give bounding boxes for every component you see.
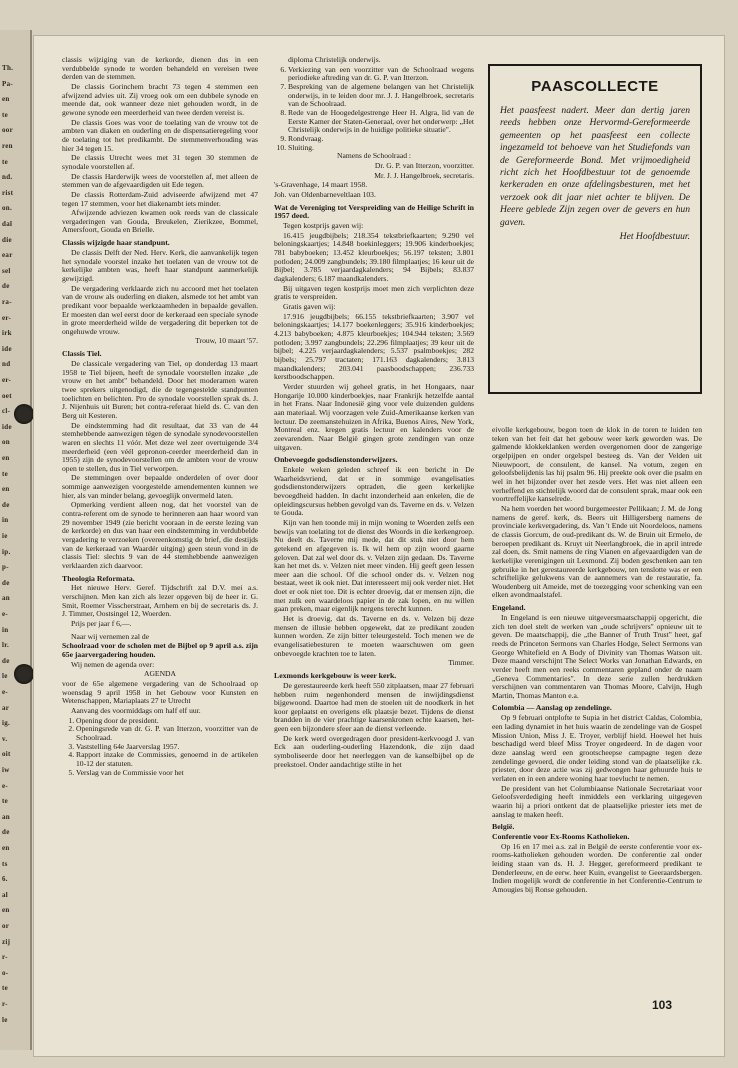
previous-page-fragment: p-	[2, 563, 9, 572]
text-paragraph: Op 16 en 17 mei a.s. zal in België de eerste conferentie voor ex-rooms-katholieken gehouden worden. De conferentie zal onder leiding staan van ds. H. J. Hegger, gereformeerd predikant te Denderleeuw, en de eerw. heer Kuin, evangelist te Geeraardsbergen. Indien mogelijk wordt de conferentie in het Conferentie-Centrum te Amougies bij Ronse gehouden.	[492, 841, 702, 895]
previous-page-fragment: Pa-	[2, 79, 14, 88]
agenda-item: 9. Rondvraag.	[288, 135, 474, 144]
text-paragraph: Enkele weken geleden schreef ik een bericht in De Waarheidsvriend, dat er in sommige evangelisaties godsdienstonderwijzers optraden, die geen kerkelijke bevoegdheid hadden. In dacht inzonderheid aan enkelen, die de opleidingscursus hebben gevolgd van ds. Taverne en ds. v. Velzen te Gouda.	[274, 464, 474, 518]
text-paragraph: De kerk werd overgedragen door president-kerkvoogd J. van Eck aan ouderling-ouderling Hazendonk, die zijn daad symboliseerde door het neerleggen van de kanselbijbel op de preekstoel. Onder aandachtige stilte in het	[274, 733, 474, 769]
previous-page-fragment: te	[2, 797, 9, 806]
dateline: Trouw, 10 maart '57.	[195, 336, 258, 346]
previous-page-edge	[0, 30, 32, 1050]
box-title: PAASCOLLECTE	[531, 78, 659, 95]
previous-page-fragment: er-	[2, 313, 12, 322]
agenda-list-continued	[274, 66, 474, 153]
box-text: Het paasfeest nadert. Meer dan dertig jaren reeds hebben onze Hervormd-Gereformeerde gemeenten op het paasfeest een collecte ingezameld tot behoeve van het Studiefonds van de Gereformeerde Bond. Met vrijmoedigheid richt zich het Hoofdbestuur tot de genoemde kerkeraden en onze afdelingsbesturen, met het verzoek ook dit jaar niet achter te blijven. De Heere geblede Zijn zegen over de gevers en hun gaven.	[500, 105, 690, 228]
text-paragraph: De classis Utrecht wees met 31 tegen 30 stemmen de synodale voorstellen af.	[62, 153, 258, 171]
section-heading: Onbevoegde godsdienstonderwijzers.	[274, 455, 398, 465]
binder-hole-top	[14, 404, 34, 424]
previous-page-fragment: zij	[2, 937, 11, 946]
text-paragraph: De classis Rotterdam-Zuid adviseerde afwijzend met 47 tegen 17 stemmen, voor het diakenambt iets minder.	[62, 189, 258, 208]
text-paragraph: Verder stuurden wij geheel gratis, in het Hongaars, naar Hongarije 10.000 kinderboekjes, naar Frankrijk hetzelfde aantal in het Frans. Naar Indonesië ging voor vele duizenden guldens aan materiaal. Wij voorzagen vele Zuid-Amerikaanse kerken van lectuur. De zeemanstehuizen in Afrika, Buenos Aires, New York, Montreal enz. kregen gratis lectuur en kalenders voor de zeevarenden. Naar België gingen grote zendingen van onze uitgaven.	[274, 381, 474, 452]
previous-page-fragment: en	[2, 844, 10, 852]
section-heading: Conferentie voor Ex-Rooms Katholieken.	[492, 831, 630, 841]
previous-page-fragment: de	[2, 282, 10, 291]
text-paragraph: Tegen kostprijs gaven wij:	[283, 221, 364, 231]
previous-page-fragment: de	[2, 578, 10, 587]
previous-page-fragment: die	[2, 235, 12, 244]
previous-page-fragment: an	[2, 812, 10, 821]
previous-page-fragment: ie	[2, 532, 8, 540]
text-paragraph: In Engeland is een nieuwe uitgeversmaatschappij opgericht, die zich ten doel stelt de werken van „oude schrijvers" opnieuw uit te geven. De maatschappij, die „the Banner of Truth Trust" heet, gaf reeds de Princeton Sermons van Charles Hodge, Select Sermons van George Whitefield en A Body of Divinity van Thomas Watson uit. Deze maand verschijnt The Select Works van Jonathan Edwards, en verder heeft men een reeks commentaren gepland onder de naam „Geneva Commentaries". In deze serie zullen herdrukken verschijnen van commentaren van Thomas Moore, Calvijn, Hugh Martin, Thomas Manton e.a.	[492, 612, 702, 700]
text-paragraph: Op 9 februari ontplofte te Supia in het district Caldas, Colombia, een lading dynamiet in het huis waarin de zendelinge van de Gospel Mission Union, Miss J. E. Troyer, verblijf hield. Hoewel het huis beschadigd werd bleef Miss Troyer ongedeerd. In de dagen voor deze aanslag werd een grootscheepse campagne tegen deze zendelinge gevoerd, die onder leiding stond van de plaatselijke r.k. priester, door deze actie was zij gedwongen haar gehuurde huis te verlaten en in een andere woning haar toevlucht te nemen.	[492, 713, 702, 783]
text-paragraph: De classicale vergadering van Tiel, op donderdag 13 maart 1958 te Tiel bijeen, heeft de synodale voorstellen inzake „de vrouw en het ambt" behandeld. Door het moderamen waren twee sprekers uitgenodigd, die de tegengestelde standpunten toelichten en belichten. Pro de synodale voorstellen sprak ds. J. J. Nijenhuis uit Buren; het contra-referaat hield ds. C. van den Berg uit Kesteren.	[62, 358, 258, 420]
previous-page-fragment: irk	[2, 329, 12, 338]
text-paragraph: De classis Gorinchem bracht 73 tegen 4 stemmen een afwijzend advies uit. Zij vroeg ook om een dubbele synode en meende dat, ook wanneer deze niet gehouden wordt, in de gewone synode een meerderheid van twee derden vereist is.	[62, 81, 258, 117]
previous-page-fragment: ren	[2, 142, 13, 150]
text-paragraph: De classis Delft der Ned. Herv. Kerk, die aanvankelijk tegen het synodale voorstel inzake het toelaten van de vrouw tot de kerkelijke ambten was, heeft haar standpunt aanmerkelijk gewijzigd.	[62, 247, 258, 283]
agenda-title: AGENDA	[143, 669, 177, 679]
text-paragraph: Bij uitgaven tegen kostprijs moet men zich verplichten deze gratis te verspreiden.	[274, 283, 474, 302]
text-paragraph: eivolle kerkgebouw, begon toen de klok in de toren te luiden ten teken van het feit dat het gebouw weer kerk geworden was. De galmende klokkeklanken werden overgenomen door de zangerige orgelpijpen en onder orgelspel besteeg ds. Van der Velden uit Nieuwpoort, de consulent, de kansel. Na votum, zegen en geloofsbelijdenis las hij psalm 96. Hij preekte ook over die psalm en wel in het bijzonder over het zesde vers. Het was niet alleen een verheffend en stichtelijk woord dat de consulent sprak, maar ook een voortreffelijke kanselrede.	[492, 425, 702, 504]
previous-page-fragment: er-	[2, 376, 12, 384]
box-signature: Het Hoofdbestuur.	[619, 231, 690, 243]
previous-page-fragment: e-	[2, 610, 9, 618]
text-paragraph: 16.415 jeugdbijbels; 218.354 tekstbriefkaarten; 9.290 vel beloningskaartjes; 14.848 boekinleggers; 19.906 kinderboekjes; 781 babyboeken; 13.452 kleurboekjes; 56.197 teksten; 3.801 potloden; 24.009 zangbundels; 39.180 filmplaatjes; 16 keur uit de Bijbel; 3.785 verjaardagkalenders; 94 Bijbels; 83.837 dagkalenders; 6.187 maandkalenders.	[274, 230, 474, 284]
signature-line: Joh. van Oldenbarneveltlaan 103.	[274, 189, 376, 199]
previous-page-fragment: in	[2, 516, 9, 525]
text-paragraph: De vergadering verklaarde zich nu accoord met het toelaten van de vrouw als ouderling en diaken, alsmede tot het ambt van predikant voor bepaalde werkzaamheden in bepaalde gevallen. Er moesten dan wel eerst door de kerkeraad een speciale synode in grote meerderheid wilde de vergadering dit beperken tot de ongehuwde vrouw.	[62, 283, 258, 336]
previous-page-fragment: in	[2, 625, 9, 634]
previous-page-fragment: o-	[2, 968, 9, 977]
agenda-list	[62, 717, 258, 778]
previous-page-fragment: ts	[2, 859, 8, 868]
previous-page-fragment: oet	[2, 391, 12, 400]
previous-page-fragment: te	[2, 157, 9, 166]
previous-page-fragment: e-	[2, 688, 9, 696]
previous-page-fragment: ide	[2, 344, 12, 353]
previous-page-fragment: ra-	[2, 298, 12, 306]
signature-line: Namens de Schoolraad :	[336, 151, 412, 161]
previous-page-fragment: an	[2, 594, 10, 603]
text-paragraph: 17.916 jeugdbijbels; 66.155 tekstbriefkaarten; 3.907 vel beloningskaartjes; 14.177 boekenleggers; 35.916 kinderboekjes; 4.213 babyboeken; 4.875 kleurboekjes; 104.944 teksten; 3.569 potloden; 3.997 zangbundels; 22.296 filmplaatjes; 39 keur uit de bijbel; 4.225 verjaardagkalenders; 5.537 psalmboekjes; 282 bijbels; 25.797 tractaten; 171.163 dagkalenders; 3.813 maandkalenders; 203.041 paasboodschappen; 236.733 kerstboodschappen.	[274, 311, 474, 382]
text-paragraph: voor de 65e algemene vergadering van de Schoolraad op woensdag 9 april 1958 in het Gebouw voor Kunsten en Wetenschappen, Mariaplaats 27 te Utrecht	[62, 679, 258, 706]
previous-page-fragment: ar	[2, 703, 10, 712]
previous-page-fragment: r-	[2, 1000, 8, 1008]
previous-page-fragment: le	[2, 1015, 8, 1024]
text-paragraph: Gratis gaven wij:	[283, 302, 336, 311]
section-heading: Theologia Reformata.	[62, 573, 135, 583]
section-heading: Engeland.	[492, 603, 526, 613]
page-number: 103	[652, 998, 673, 1012]
previous-page-fragment: or	[2, 922, 10, 930]
text-paragraph: De gerestaureerde kerk heeft 550 zitplaatsen, maar 27 februari hebben ruim negenhonderd mensen de inwijdingsdienst bijgewoond. Daartoe had men de stoelen uit de noodkerk in het koor geplaatst en overigens elk plaatsje bezet. Tijdens de dienst brandden in de vier prachtige kaarsenkronen echte kaarsen, hetgeen een bijzondere sfeer aan de dienst verleende.	[274, 680, 474, 734]
text-paragraph: Naar wij vernemen zal de	[71, 631, 150, 641]
previous-page-fragment: dal	[2, 220, 13, 228]
previous-page-fragment: v.	[2, 734, 8, 743]
text-paragraph: De stemmingen over bepaalde onderdelen of over door sommige aanwezigen voorgestelde amendementen kunnen we hier, als van minder belang, gevoeglijk onvermeld laten.	[62, 473, 258, 500]
previous-page-fragment: lr.	[2, 641, 10, 650]
previous-page-fragment: nd.	[2, 173, 13, 182]
signature-line: 's-Gravenhage, 14 maart 1958.	[274, 180, 368, 190]
previous-page-fragment: le	[2, 672, 8, 681]
previous-page-fragment: iw	[2, 766, 10, 774]
section-heading: Classis wijzigde haar standpunt.	[62, 238, 170, 248]
previous-page-fragment: ear	[2, 251, 13, 260]
previous-page-fragment: al	[2, 890, 9, 899]
previous-page-fragment: ig.	[2, 719, 11, 728]
previous-page-fragment: oor	[2, 126, 14, 135]
text-paragraph: diploma Christelijk onderwijs.	[288, 55, 381, 64]
previous-page-fragment: sel	[2, 266, 11, 275]
text-paragraph: De classis Harderwijk wees de voorstellen af, met alleen de stemmen van de afgevaardigden uit Ede tegen.	[62, 171, 258, 190]
previous-page-fragment: oit	[2, 750, 11, 759]
previous-page-fragment: te	[2, 110, 9, 119]
section-heading: Lexmonds kerkgebouw is weer kerk.	[274, 671, 397, 681]
text-paragraph: De president van het Columbiaanse Nationale Secretariaat voor Geloofsverdediging heeft inmiddels een verklaring uitgegeven waarin hij a priori ontkent dat de plaatselijke priester iets met de aanslag te maken heeft.	[492, 783, 702, 819]
text-paragraph: De eindstemming had dit resultaat, dat 33 van de 44 stemhebbende aanwezigen tégen de synodale synodevoorstellen waren en slechts 11 vóór. Met deze wel zeer overtuigende 3/4 meerderheid (een véél gepronon-ceerder meerderheid dan in 1955) zijn de synodevoorstellen om de ambten voor de vrouw open te stellen, dus in Tiel verworpen.	[62, 420, 258, 473]
signature-line: Dr. G. P. van Itterzon, voorzitter.	[374, 160, 474, 170]
previous-page-fragment: en	[2, 906, 10, 915]
previous-page-fragment: en	[2, 95, 10, 104]
text-paragraph: Na hem voerden het woord burgemeester Pellikaan; J. M. de Jong namens de geref. kerk, ds. Beers uit Hilligersberg namens de provinciale kerkvergadering, ds. Van 't Ende uit Noordeloos, namens de classis Gorcum, de oud-predikant ds. W. de Bruin uit Ermelo, de beroepen predikant ds. Kruyt uit Neerlangbroek, die in april intrede zal doen, ds. Smit namens de ring Vianen en afgevaardigden van de kerkelijke verenigingen uit Lexmond. Zij boden geschenken aan ten gebruike in het gerestaureerde kerkgebouw, ten tenslotte was er een schriftelijke gelukwens van de aannemers van de restauratie, fa. Woudenberg uit Ameide, met de toezegging voor schenking van een elken avondmaalstafel.	[492, 503, 702, 600]
text-paragraph: Wij nemen de agenda over:	[71, 659, 155, 669]
binder-hole-bottom	[14, 664, 34, 684]
previous-page-fragment: r-	[2, 953, 8, 962]
previous-page-fragment: e-	[2, 781, 9, 790]
section-heading: Wat de Vereniging tot Verspreiding van de Heilige Schrift in 1957 deed.	[274, 202, 474, 221]
previous-page-fragment: Th.	[2, 64, 14, 72]
previous-page-fragment: on	[2, 438, 10, 447]
previous-page-fragment: ide	[2, 422, 12, 431]
text-paragraph: De classis Goes was voor de toelating van de vrouw tot de ambten van diaken en ouderling en de dispensatieregeling voor de toelating tot het predikambt. De stemmenverhouding was hier 34 tegen 15.	[62, 117, 258, 153]
text-paragraph: Aanvang des voormiddags om half elf uur.	[71, 706, 201, 716]
agenda-item: 10. Sluiting.	[288, 144, 474, 153]
magazine-page	[34, 36, 724, 1056]
previous-page-fragment: de	[2, 500, 10, 509]
agenda-item: 7. Bespreking van de algemene belangen van het Christelijk onderwijs, in te leiden door mr. J. J. Hangelbroek, secretaris van de Schoolraad.	[288, 83, 474, 109]
section-heading: Colombia — Aanslag op zendelinge.	[492, 703, 612, 713]
agenda-item: 1. Opening door de president.	[76, 717, 258, 726]
text-paragraph: Het is droevig, dat ds. Taverne en ds. v. Velzen bij deze mensen de illusie hebben opgewekt, dat ze predikant zouden kunnen worden. Ze zijn bitter teleurgesteld. Toch menen we de evangelisatiebesturen te moeten waarschuwen om geen onbevoegde krachten toe te laten.	[274, 614, 474, 658]
text-paragraph: Afwijzende adviezen kwamen ook reeds van de classicale vergaderingen van Gouda, Breukelen, Zierikzee, Bommel, Amersfoort, Gouda en Brielle.	[62, 208, 258, 235]
previous-page-fragment: cl-	[2, 407, 11, 416]
section-heading: België.	[492, 822, 515, 832]
section-heading: Classis Tiel.	[62, 349, 102, 359]
agenda-item: 4. Rapport inzake de Commissies, genoemd in de artikelen 10-12 der statuten.	[76, 751, 258, 768]
signature-line: Mr. J. J. Hangelbroek, secretaris.	[374, 170, 474, 180]
previous-page-fragment: on.	[2, 204, 13, 213]
previous-page-fragment: en	[2, 454, 10, 462]
text-paragraph: Schoolraad voor de scholen met de Bijbel op 9 april a.s. zijn 65e jaarvergadering houden.	[62, 641, 258, 660]
column-3	[492, 426, 702, 896]
text-paragraph: Prijs per jaar f 6,—.	[71, 619, 132, 629]
previous-page-fragment: nd	[2, 360, 11, 369]
previous-page-fragment: 6.	[2, 875, 8, 884]
author-signature: Timmer.	[448, 658, 474, 668]
previous-page-fragment: rist	[2, 188, 14, 197]
agenda-item: 2. Openingsrede van dr. G. P. van Itterzon, voorzitter van de Schoolraad.	[76, 725, 258, 742]
text-paragraph: Opmerking verdient alleen nog, dat het voorstel van de contra-referent om de synode te herinneren aan haar woord van 29 november 1949 (zie bericht vooraan in de eerste lezing van de kerkorde) en dus van haar een eindstemming in verdubbelde vergadering te verzoeken (overeenkomstig de brief, die destijds van de kerkeraad van Waardér uitging) geen steun vond in de classis Tiel: slechts 9 van de 44 stemhebbende aanwezigen verklaarden zich daarvoor.	[62, 500, 258, 571]
agenda-item: 3. Vaststelling 64e Jaarverslag 1957.	[76, 743, 258, 752]
agenda-item: 6. Verkiezing van een voorzitter van de Schoolraad wegens periodieke aftreding van dr. G. P. van Itterzon.	[288, 66, 474, 83]
previous-page-fragment: te	[2, 469, 9, 478]
paascollecte-box	[488, 64, 702, 394]
text-paragraph: Kijn van hen toonde mij in mijn woning te Woerden zelfs een bewijs van toelating tot de dienst des Woords in die kerkengroep. Nu deelt ds. Taverne mij mede, dat dit stuk niet door hem getekend en afgegeven is. Ik wil hem op zijn woord gaarne geloven. Dat zal wel door ds. v. Velzen zijn gedaan. Ds. Taverne kan het met ds. v. Velzen niet meer vinden. Hij geeft geen lessen meer aan die school. Of die school onder ds. v. Velzen nog bestaat, weet ik ook niet. Dat interesseert mij ook verder niet. Het doet er ook niet toe. Dit is echter droevig, dat er mensen zijn, die met zulk een waardeloos papier in de zak lopen, en nu willen gaan preken, maar eigenlijk nergens terecht kunnen.	[274, 517, 474, 614]
previous-page-fragment: ip.	[2, 547, 11, 556]
text-paragraph: classis wijziging van de kerkorde, dienen dus in een verdubbelde synode te worden behandeld en vereisen twee derden van de stemmen.	[62, 55, 258, 82]
column-1	[62, 56, 258, 777]
previous-page-fragment: de	[2, 828, 10, 837]
previous-page-fragment: en	[2, 485, 10, 494]
agenda-item: 8. Rede van de Hoogedelgestrenge Heer H. Algra, lid van de Eerste Kamer der Staten-Generaal, over het onderwerp: „Het Christelijk onderwijs in de huidige politieke situatie".	[288, 109, 474, 135]
text-paragraph: Het nieuwe Herv. Geref. Tijdschrift zal D.V. mei a.s. verschijnen. Men kan zich als lezer opgeven bij de heer ir. G. Smit, Roemer Visscherstraat, Arnhem en bij de secretaris ds. J. J. Timmer, Oostsingel 12, Woerden.	[62, 583, 258, 619]
agenda-item: 5. Verslag van de Commissie voor het	[76, 769, 258, 778]
previous-page-fragment: de	[2, 656, 10, 665]
previous-page-fragment: te	[2, 984, 9, 993]
column-2	[274, 56, 474, 770]
